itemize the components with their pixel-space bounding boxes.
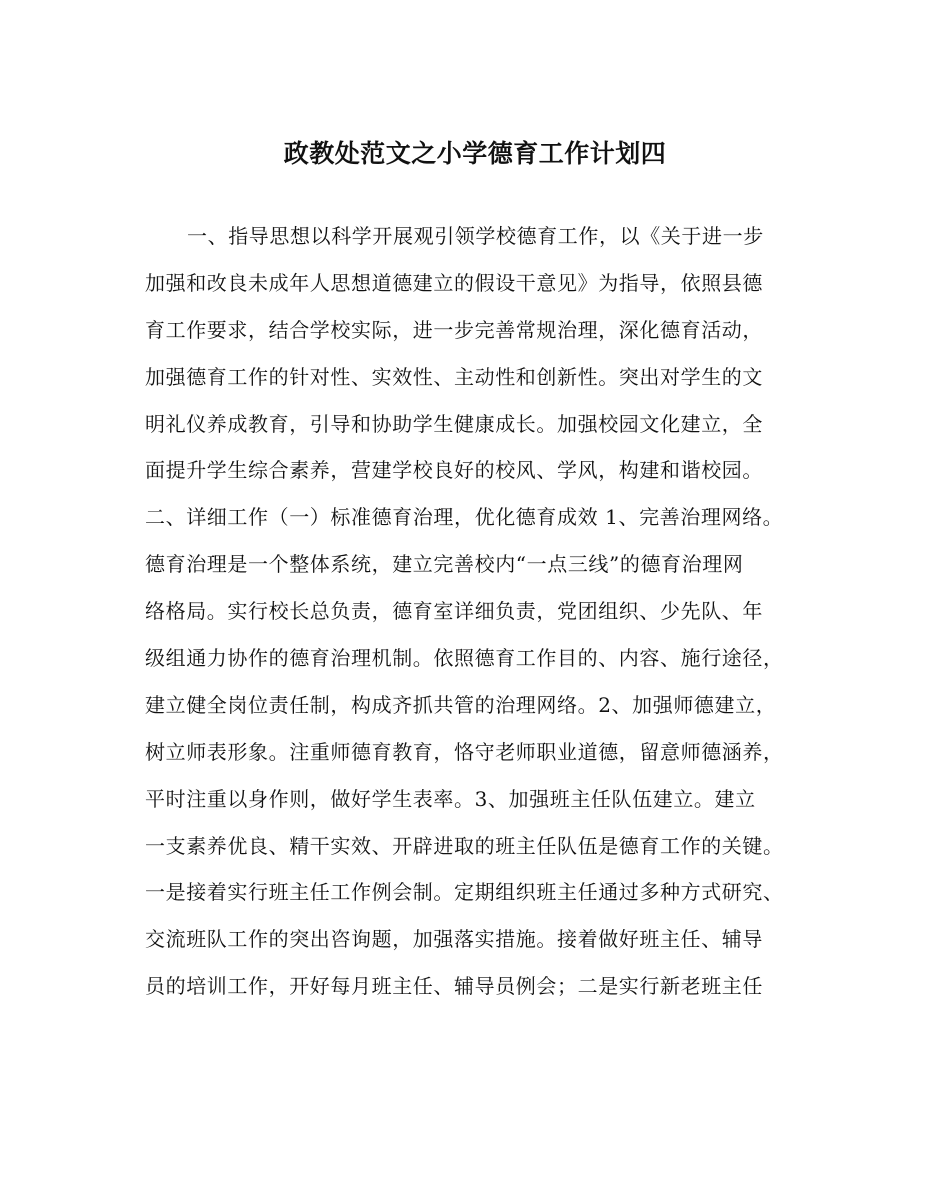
- document-body: [145, 220, 815, 1017]
- paragraph-line: 级组通力协作的德育治理机制。依照德育工作目的、内容、施行途径，: [145, 646, 784, 671]
- paragraph-line: 面提升学生综合素养，营建学校良好的校风、学风，构建和谐校园。: [145, 458, 763, 483]
- paragraph-line: 一支素养优良、精干实效、开辟进取的班主任队伍是德育工作的关键。: [145, 833, 784, 858]
- paragraph-line: 平时注重以身作则，做好学生表率。3、加强班主任队伍建立。建立: [145, 786, 756, 811]
- paragraph-line: 育工作要求，结合学校实际，进一步完善常规治理，深化德育活动，: [145, 317, 763, 342]
- paragraph-line: 明礼仪养成教育，引导和协助学生健康成长。加强校园文化建立，全: [145, 411, 763, 436]
- paragraph-line: 络格局。实行校长总负责，德育室详细负责，党团组织、少先队、年: [145, 599, 763, 624]
- paragraph-line: 一、指导思想以科学开展观引领学校德育工作，以《关于进一步: [187, 224, 764, 248]
- paragraph-line: 二、详细工作（一）标准德育治理，优化德育成效 1、完善治理网络。: [145, 505, 784, 530]
- paragraph-line: 德育治理是一个整体系统，建立完善校内“一点三线”的德育治理网: [145, 552, 744, 577]
- paragraph-line: 加强和改良未成年人思想道德建立的假设干意见》为指导，依照县德: [145, 270, 763, 295]
- document-title: 政教处范文之小学德育工作计划四: [283, 139, 667, 168]
- paragraph-line: 员的培训工作，开好每月班主任、辅导员例会；二是实行新老班主任: [145, 974, 763, 999]
- paragraph-line: 建立健全岗位责任制，构成齐抓共管的治理网络。2、加强师德建立，: [145, 692, 777, 717]
- paragraph-line: 交流班队工作的突出咨询题，加强落实措施。接着做好班主任、辅导: [145, 927, 763, 952]
- paragraph-line: 树立师表形象。注重师德育教育，恪守老师职业道德，留意师德涵养，: [145, 739, 784, 764]
- paragraph-line: 一是接着实行班主任工作例会制。定期组织班主任通过多种方式研究、: [145, 880, 784, 905]
- paragraph-line: 加强德育工作的针对性、实效性、主动性和创新性。突出对学生的文: [145, 364, 763, 389]
